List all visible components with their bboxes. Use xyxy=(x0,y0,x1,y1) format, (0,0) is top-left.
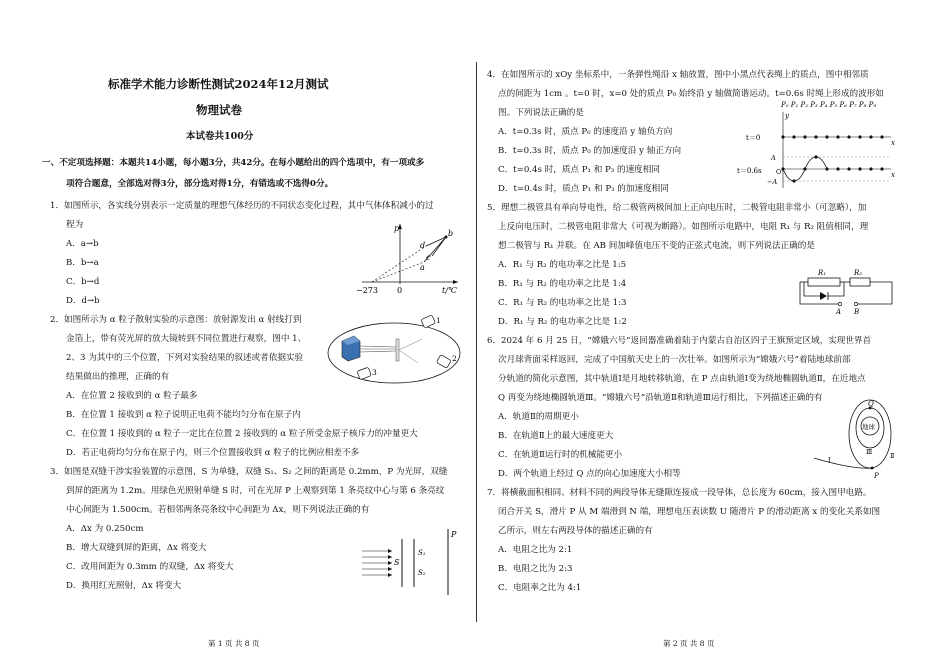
subject-title: 物理试卷 xyxy=(196,103,242,117)
q3-option-c: C．改用间距为 0.3mm 的双缝，Δx 将变大 xyxy=(66,562,234,572)
q2-option-c: C．在位置 1 接收到的 α 粒子一定比在位置 2 接收到的 α 粒子所受金原子核斥力的冲量更大 xyxy=(66,429,418,439)
q7-stem-1: 7．将横截面积相同、材料不同的两段导体无缝隙连接成一段导体，总长度为 60cm，接入图甲电路。 xyxy=(487,488,872,498)
q4-label-origin: O xyxy=(776,168,782,176)
q1-label-zero: 0 xyxy=(397,286,403,295)
q4-wave-figure xyxy=(737,100,895,192)
q1-label-neg273: −273 xyxy=(356,286,378,295)
q4-stem-3: 图。下列说法正确的是 xyxy=(498,108,584,118)
q3-double-slit-figure xyxy=(362,525,462,597)
q4-stem-1: 4．在如图所示的 xOy 坐标系中，一条弹性绳沿 x 轴放置，图中小黑点代表绳上的质点，图中相邻质 xyxy=(487,70,869,80)
q4-label-t06: t＝0.6s xyxy=(737,167,762,175)
q4-label-y: y xyxy=(785,112,789,120)
q4-stem-2: 点的间距为 1cm 。t=0 时，x=0 处的质点 P₀ 始终沿 y 轴做简谐运动。t=0.6s 时绳上形成的波形如 xyxy=(498,89,884,99)
q4-option-d: D．t=0.4s 时，质点 P₁ 和 P₃ 的加速度相同 xyxy=(498,184,669,194)
q2-stem-4: 结果做出的推理，正确的有 xyxy=(66,372,170,382)
q6-label-earth: 地球 xyxy=(862,423,875,431)
page-number-right: 第 2 页 共 8 页 xyxy=(663,639,715,648)
q1-stem-2: 程为 xyxy=(66,220,84,230)
q1-label-c: c xyxy=(426,253,431,262)
q1-stem-1: 1．如图所示，各实线分别表示一定质量的理想气体经历的不同状态变化过程，其中气体体积减小的过 xyxy=(50,201,434,211)
q6-label-q: Q xyxy=(868,400,874,408)
q7-stem-3: 乙所示，则左右两段导体的描述正确的有 xyxy=(498,526,653,536)
q1-label-b: b xyxy=(448,229,454,238)
q5-label-a: A xyxy=(836,308,842,316)
q2-position-3: 3 xyxy=(372,368,377,377)
q5-circuit-figure xyxy=(796,266,896,318)
q5-option-a: A．R₁ 与 R₂ 的电功率之比是 1:5 xyxy=(498,260,627,270)
q2-position-2: 2 xyxy=(452,354,457,363)
q1-option-b: B．b→a xyxy=(66,258,99,268)
q2-option-d: D．若正电荷均匀分布在原子内，则三个位置接收到 α 粒子的比例应相差不多 xyxy=(66,448,360,458)
q5-option-c: C．R₁ 与 R₂ 的电功率之比是 1:3 xyxy=(498,298,627,308)
q6-stem-4: Q 再变为绕地椭圆轨道Ⅲ。“嫦娥六号”沿轨道Ⅱ和轨道Ⅲ运行相比，下列描述正确的有 xyxy=(498,393,823,403)
q2-scattering-figure xyxy=(326,313,466,391)
q4-label-a: A xyxy=(771,154,776,162)
q6-option-d: D．两个轨道上经过 Q 点的向心加速度大小相等 xyxy=(498,469,681,479)
q2-option-a: A．在位置 2 接收到的 α 粒子最多 xyxy=(66,391,198,401)
page-2 xyxy=(476,0,950,668)
q7-option-b: B．电阻之比为 2:3 xyxy=(498,564,573,574)
q1-label-d: d xyxy=(420,241,426,250)
q3-stem-1: 3．如图是双缝干涉实验装置的示意图，S 为单缝，双缝 S₁、S₂ 之间的距离是 0.2mm，P 为光屏，双缝 xyxy=(50,467,448,477)
q5-label-r2: R₂ xyxy=(854,269,863,277)
q1-label-a: a xyxy=(420,263,425,272)
q3-label-s: S xyxy=(394,558,400,567)
q3-label-p: P xyxy=(451,530,457,539)
q2-stem-1: 2．如图所示为 α 粒子散射实验的示意图：放射源发出 α 射线打到 xyxy=(50,315,302,325)
q4-option-a: A．t=0.3s 时，质点 P₀ 的速度沿 y 轴负方向 xyxy=(498,127,673,137)
q1-option-d: D．d→b xyxy=(66,296,100,306)
q3-label-s2: S₂ xyxy=(418,569,426,577)
q4-point-labels: P₀ P₁ P₂ P₃ P₄ P₅ P₆ P₇ P₈ P₉ xyxy=(781,101,877,109)
q5-stem-3: 想二极管与 R₁ 并联。在 AB 间加峰值电压不变的正弦式电流，则下列说法正确的是 xyxy=(498,241,815,251)
q6-label-orbit-3: Ⅲ xyxy=(866,448,873,456)
q7-option-a: A．电阻之比为 2:1 xyxy=(498,545,573,555)
q2-position-1: 1 xyxy=(436,316,441,325)
q6-option-a: A．轨道Ⅱ的周期更小 xyxy=(498,412,579,422)
q6-option-b: B．在轨道Ⅱ上的最大速度更大 xyxy=(498,431,614,441)
q6-label-orbit-1: Ⅰ xyxy=(828,456,831,464)
q3-stem-3: 中心间距为 1.500cm。若相邻两条亮条纹中心间距为 Δx，则下列说法正确的有 xyxy=(66,505,370,515)
q6-stem-3: 分轨道的简化示意图，其中轨道Ⅰ是月地转移轨道，在 P 点由轨道Ⅰ变为绕地椭圆轨道Ⅱ，在近地点 xyxy=(498,374,866,384)
q3-option-d: D．换用红光照射，Δx 将变大 xyxy=(66,581,182,591)
q6-label-p: P xyxy=(874,472,879,480)
q7-option-c: C．电阻率之比为 4:1 xyxy=(498,583,582,593)
section-heading-2: 项符合题意，全部选对得3分，部分选对得1分，有错选或不选得0分。 xyxy=(66,179,334,189)
q1-pt-graph xyxy=(356,222,462,297)
q6-stem-2: 次月球背面采样返回，完成了中国航天史上的一次壮举。如图所示为“嫦娥六号”着陆地球前部 xyxy=(498,355,851,365)
q5-stem-1: 5．理想二极管具有单向导电性，给二极管两极间加上正向电压时，二极管电阻非常小（可忽略），加 xyxy=(487,203,867,213)
q1-label-t: t/℃ xyxy=(442,286,457,295)
q6-label-orbit-2: Ⅱ xyxy=(890,452,895,460)
q5-label-r1: R₁ xyxy=(818,269,827,277)
q5-label-b: B xyxy=(854,308,860,316)
q2-stem-3: 2、3 为其中的三个位置，下列对实验结果的叙述或者依据实验 xyxy=(66,353,304,363)
q4-label-t0: t＝0 xyxy=(746,134,761,142)
q5-stem-2: 上反向电压时，二极管电阻非常大（可视为断路）。如图所示电路中，电阻 R₁ 与 R₂ 阻值相同，理 xyxy=(498,222,869,232)
exam-title: 标准学术能力诊断性测试2024年12月测试 xyxy=(108,77,329,91)
section-heading-1: 一、不定项选择题：本题共14小题，每小题3分，共42分。在每小题给出的四个选项中，有一项或多 xyxy=(42,158,425,168)
q1-option-a: A．a→b xyxy=(66,239,99,249)
q4-label-x-top: x xyxy=(891,139,895,147)
total-score: 本试卷共100分 xyxy=(186,131,254,142)
q3-stem-2: 到屏的距离为 1.2m。用绿色光照射单缝 S 时，可在光屏 P 上观察到第 1 条亮纹中心与第 6 条亮纹 xyxy=(66,486,445,496)
q4-option-b: B．t=0.3s 时，质点 P₀ 的加速度沿 y 轴正方向 xyxy=(498,146,682,156)
q7-stem-2: 闭合开关 S，滑片 P 从 M 端滑到 N 端，理想电压表读数 U 随滑片 P 的滑动距离 x 的变化关系如图 xyxy=(498,507,881,517)
q2-stem-2: 金箔上，带有荧光屏的放大镜转到不同位置进行观察，图中 1、 xyxy=(66,334,307,344)
q4-label-x-bottom: x xyxy=(891,171,895,179)
q4-label-neg-a: −A xyxy=(767,178,778,186)
q3-option-a: A．Δx 为 0.250cm xyxy=(66,524,144,534)
page-number-left: 第 1 页 共 8 页 xyxy=(208,639,260,648)
q3-option-b: B．增大双缝到屏的距离，Δx 将变大 xyxy=(66,543,207,553)
q6-orbit-figure xyxy=(814,398,904,482)
q4-option-c: C．t=0.4s 时，质点 P₁ 和 P₃ 的速度相同 xyxy=(498,165,660,175)
q6-option-c: C．在轨道Ⅱ运行时的机械能更小 xyxy=(498,450,623,460)
q1-option-c: C．b→d xyxy=(66,277,100,287)
q3-label-s1: S₁ xyxy=(418,549,426,557)
q5-option-b: B．R₁ 与 R₂ 的电功率之比是 1:4 xyxy=(498,279,627,289)
q1-label-p: p xyxy=(394,224,400,233)
q2-option-b: B．在位置 1 接收到 α 粒子说明正电荷不能均匀分布在原子内 xyxy=(66,410,301,420)
q5-option-d: D．R₁ 与 R₂ 的电功率之比是 1:2 xyxy=(498,317,627,327)
q6-stem-1: 6．2024 年 6 月 25 日，“嫦娥六号”返回器准确着陆于内蒙古自治区四子王旗预定区域，实现世界首 xyxy=(487,336,872,346)
